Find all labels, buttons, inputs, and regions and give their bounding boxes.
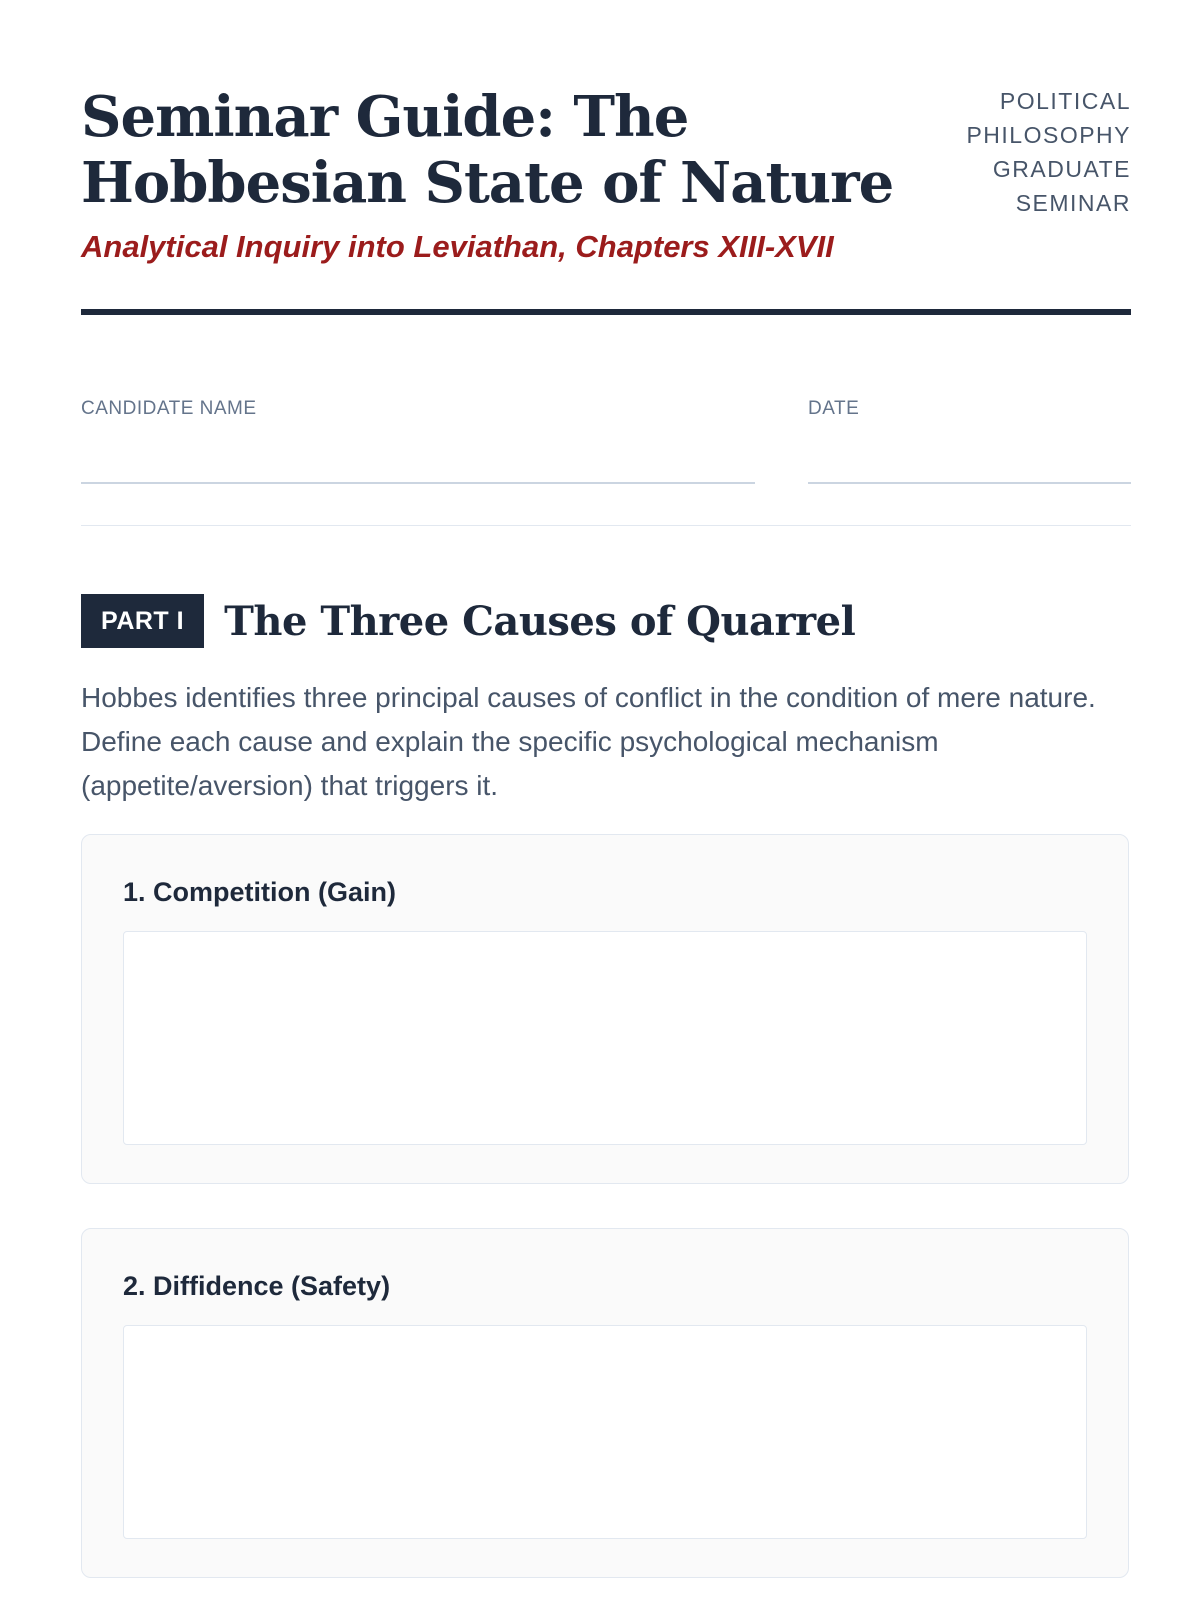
page-title: Seminar Guide: The Hobbesian State of Nature	[81, 84, 894, 216]
candidate-name-field	[81, 398, 755, 420]
date-input-line[interactable]	[808, 482, 1131, 484]
program-label	[911, 84, 1131, 220]
section-title: The Three Causes of Quarrel	[224, 597, 856, 645]
question-label: 2. Diffidence (Safety)	[123, 1271, 391, 1301]
program-line: POLITICAL	[999, 88, 1131, 114]
header-divider	[81, 309, 1131, 315]
program-line: PHILOSOPHY	[966, 122, 1131, 148]
answer-textarea-diffidence[interactable]	[123, 1325, 1087, 1539]
program-line: SEMINAR	[1015, 190, 1131, 216]
program-line: GRADUATE	[992, 156, 1131, 182]
date-field	[808, 398, 1131, 420]
part-1-heading	[81, 594, 855, 648]
date-label: DATE	[808, 398, 860, 419]
header	[81, 84, 1131, 314]
section-intro: Hobbes identifies three principal causes of conflict in the condition of mere nature. Define each cause and explain the specific psychological mechanism (appetite/aversion) that triggers it.	[81, 682, 1096, 801]
candidate-name-label: CANDIDATE NAME	[81, 398, 257, 419]
section-divider	[81, 525, 1131, 526]
page-subtitle: Analytical Inquiry into Leviathan, Chapters XIII-XVII	[81, 229, 834, 264]
candidate-name-input-line[interactable]	[81, 482, 755, 484]
question-card-competition	[81, 834, 1129, 1184]
question-label: 1. Competition (Gain)	[123, 877, 396, 907]
part-badge: PART I	[81, 594, 204, 648]
question-card-diffidence	[81, 1228, 1129, 1578]
answer-textarea-competition[interactable]	[123, 931, 1087, 1145]
